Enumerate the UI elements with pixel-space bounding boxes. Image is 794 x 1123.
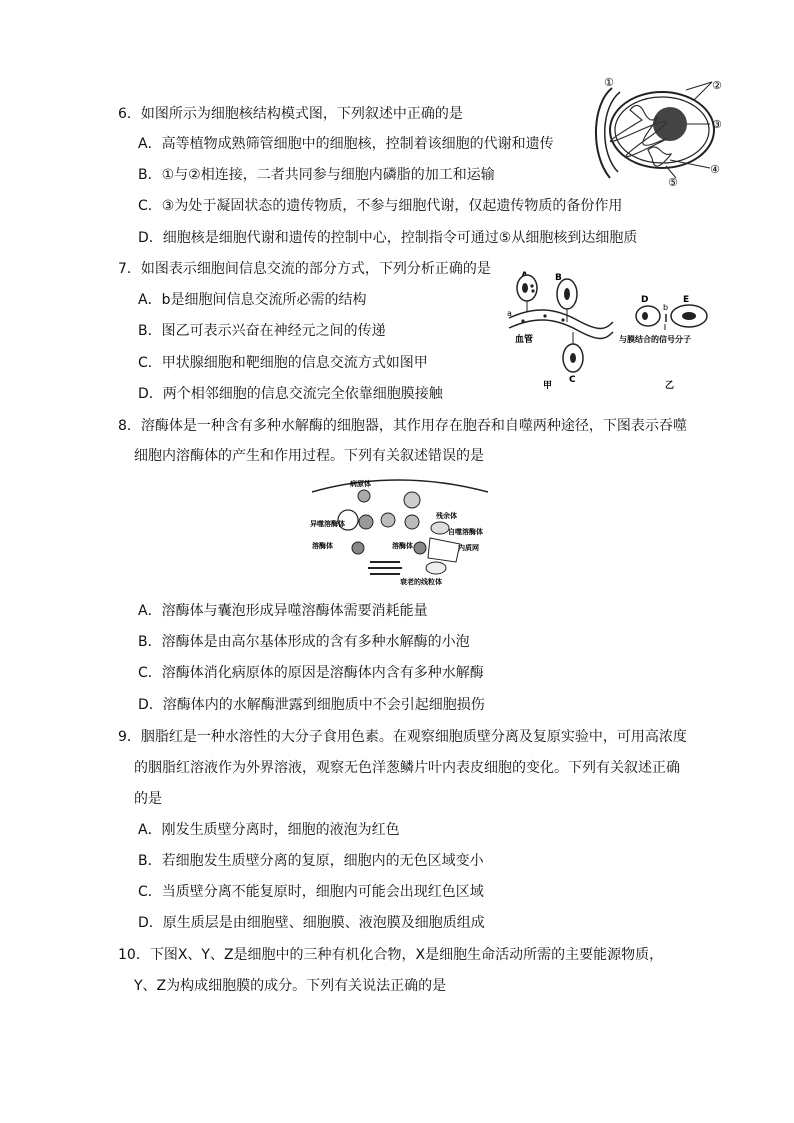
label-b-small: b bbox=[663, 303, 669, 312]
figure-jia-label: 甲 bbox=[543, 381, 553, 391]
question-6-option-d: D．细胞核是细胞代谢和遗传的控制中心，控制指令可通过⑤从细胞核到达细胞质 bbox=[138, 230, 638, 246]
question-6-option-b: B．①与②相连接，二者共同参与细胞内磷脂的加工和运输 bbox=[138, 167, 495, 183]
label-a-small: a bbox=[507, 309, 512, 318]
question-7-stem: 7．如图表示细胞间信息交流的部分方式，下列分析正确的是 bbox=[118, 261, 491, 277]
er-mesh bbox=[428, 538, 460, 562]
question-9-option-c: C．当质壁分离不能复原时，细胞内可能会出现红色区域 bbox=[138, 884, 484, 900]
question-6-option-a: A．高等植物成熟筛管细胞中的细胞核，控制着该细胞的代谢和遗传 bbox=[138, 136, 554, 152]
question-8-stem-line-2: 细胞内溶酶体的产生和作用过程。下列有关叙述错误的是 bbox=[134, 448, 484, 464]
label-3: ③ bbox=[712, 118, 722, 131]
cell-communication-figure bbox=[505, 264, 725, 392]
question-10-stem-line-1: 10．下图X、Y、Z是细胞中的三种有机化合物，X是细胞生命活动所需的主要能源物质， bbox=[118, 947, 664, 963]
question-9-option-b: B．若细胞发生质壁分离的复原，细胞内的无色区域变小 bbox=[138, 853, 484, 869]
pathogen-label: 病原体 bbox=[350, 480, 371, 488]
er-membrane-curve bbox=[605, 92, 620, 172]
cell-membrane bbox=[312, 480, 488, 492]
vessel-label: 血管 bbox=[515, 335, 534, 345]
nucleus-structure-figure bbox=[582, 74, 724, 192]
question-8-option-a: A．溶酶体与囊泡形成异噬溶酶体需要消耗能量 bbox=[138, 603, 428, 619]
label-2: ② bbox=[712, 79, 722, 92]
lysosome-process-figure bbox=[308, 474, 492, 586]
heterophagy-label: 异噬溶酶体 bbox=[310, 520, 345, 528]
residual-body-label: 残余体 bbox=[436, 512, 457, 520]
question-7-option-c: C．甲状腺细胞和靶细胞的信息交流方式如图甲 bbox=[138, 355, 428, 371]
signal-molecule-label: 与膜结合的信号分子 bbox=[619, 335, 691, 344]
question-9-stem-line-1: 9．胭脂红是一种水溶性的大分子食用色素。在观察细胞质壁分离及复原实验中，可用高浓度 bbox=[118, 729, 687, 745]
question-7-option-d: D．两个相邻细胞的信息交流完全依靠细胞膜接触 bbox=[138, 386, 443, 402]
question-8-stem-line-1: 8．溶酶体是一种含有多种水解酶的细胞器，其作用存在胞吞和自噬两种途径，下图表示吞噬 bbox=[118, 418, 687, 434]
question-6-option-c: C．③为处于凝固状态的遗传物质，不参与细胞代谢，仅起遗传物质的备份作用 bbox=[138, 198, 623, 214]
lysosome-label-2: 溶酶体 bbox=[392, 542, 413, 550]
question-8-option-d: D．溶酶体内的水解酶泄露到细胞质中不会引起细胞损伤 bbox=[138, 697, 485, 713]
question-7-option-a: A．b是细胞间信息交流所必需的结构 bbox=[138, 292, 367, 308]
question-8-option-b: B．溶酶体是由高尔基体形成的含有多种水解酶的小泡 bbox=[138, 634, 470, 650]
cell-b-label: B bbox=[555, 273, 562, 283]
label-5: ⑤ bbox=[668, 176, 678, 189]
question-9-option-d: D．原生质层是由细胞壁、细胞膜、液泡膜及细胞质组成 bbox=[138, 915, 485, 931]
question-9-stem-line-2: 的胭脂红溶液作为外界溶液，观察无色洋葱鳞片叶内表皮细胞的变化。下列有关叙述正确 bbox=[134, 760, 680, 776]
label-1: ① bbox=[604, 76, 614, 89]
question-10-stem-line-2: Y、Z为构成细胞膜的成分。下列有关说法正确的是 bbox=[134, 978, 447, 994]
question-7-option-b: B．图乙可表示兴奋在神经元之间的传递 bbox=[138, 323, 386, 339]
question-9-option-a: A．刚发生质壁分离时，细胞的液泡为红色 bbox=[138, 822, 400, 838]
lysosome-label-1: 溶酶体 bbox=[312, 542, 333, 550]
cell-e-label: E bbox=[683, 295, 690, 305]
er-label: 内质网 bbox=[458, 544, 479, 552]
mitochondria-label: 衰老的线粒体 bbox=[400, 578, 442, 586]
cell-d-label: D bbox=[641, 295, 649, 305]
golgi bbox=[368, 562, 402, 574]
nucleolus bbox=[653, 107, 687, 141]
question-9-stem-line-3: 的是 bbox=[134, 791, 162, 807]
cell-c-label: C bbox=[569, 375, 576, 385]
blood-vessel-top bbox=[509, 310, 613, 329]
figure-yi-label: 乙 bbox=[665, 381, 675, 391]
label-4: ④ bbox=[710, 163, 720, 176]
autophagy-label: 自噬溶酶体 bbox=[448, 528, 483, 536]
question-6-stem: 6．如图所示为细胞核结构模式图，下列叙述中正确的是 bbox=[118, 106, 463, 122]
question-8-option-c: C．溶酶体消化病原体的原因是溶酶体内含有多种水解酶 bbox=[138, 665, 484, 681]
